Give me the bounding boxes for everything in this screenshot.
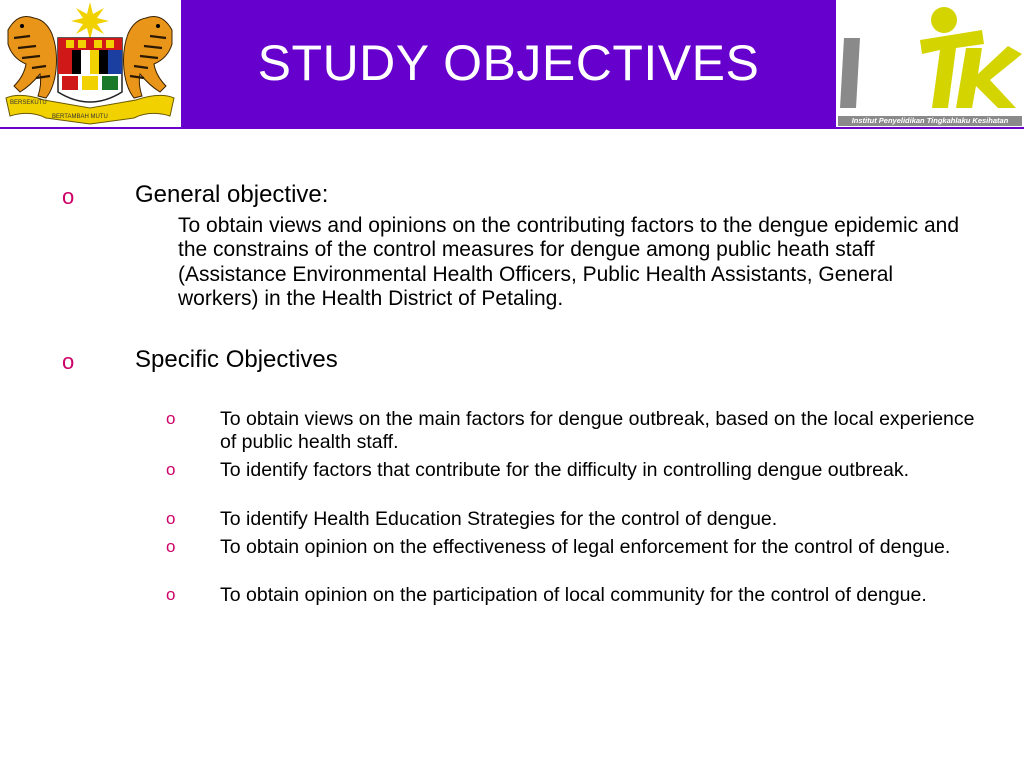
- list-bullet: o: [166, 460, 176, 479]
- list-item-text: To obtain opinion on the effectiveness of legal enforcement for the control of dengue.: [220, 536, 951, 558]
- slide-title: STUDY OBJECTIVES: [257, 35, 760, 91]
- iptk-logo-icon: [836, 0, 1024, 127]
- iptk-logo-caption: Institut Penyelidikan Tingkahlaku Kesihatan: [838, 116, 1022, 126]
- header-divider: [0, 127, 1024, 129]
- specific-objectives-heading: Specific Objectives: [135, 346, 338, 373]
- list-bullet: o: [166, 509, 176, 528]
- general-objective-text: To obtain views and opinions on the contributing factors to the dengue epidemic and the constrains of the control measures for dengue among public heath staff (Assistance Environmental Health Officers, Public Health Assistants, General workers) in the Health District of Petaling.: [178, 214, 960, 311]
- malaysia-coat-of-arms-icon: [0, 0, 180, 127]
- list-item-text: To obtain opinion on the participation of local community for the control of dengue.: [220, 584, 927, 606]
- motto-bottom-text: BERTAMBAH MUTU: [52, 114, 108, 120]
- slide-header: [0, 0, 1024, 128]
- general-objective-heading: General objective:: [135, 181, 329, 208]
- list-item-text: To identify factors that contribute for the difficulty in controlling dengue outbreak.: [220, 459, 910, 481]
- list-item-text: To obtain views on the main factors for dengue outbreak, based on the local experience of public health staff.: [220, 408, 975, 453]
- list-bullet: o: [166, 537, 176, 556]
- specific-objectives-bullet: o: [62, 349, 75, 374]
- title-band: [181, 0, 836, 127]
- list-item-text: To identify Health Education Strategies for the control of dengue.: [220, 508, 778, 530]
- list-bullet: o: [166, 409, 176, 428]
- list-bullet: o: [166, 585, 176, 604]
- motto-top-text: BERSEKUTU: [10, 100, 47, 106]
- general-objective-bullet: o: [62, 184, 75, 209]
